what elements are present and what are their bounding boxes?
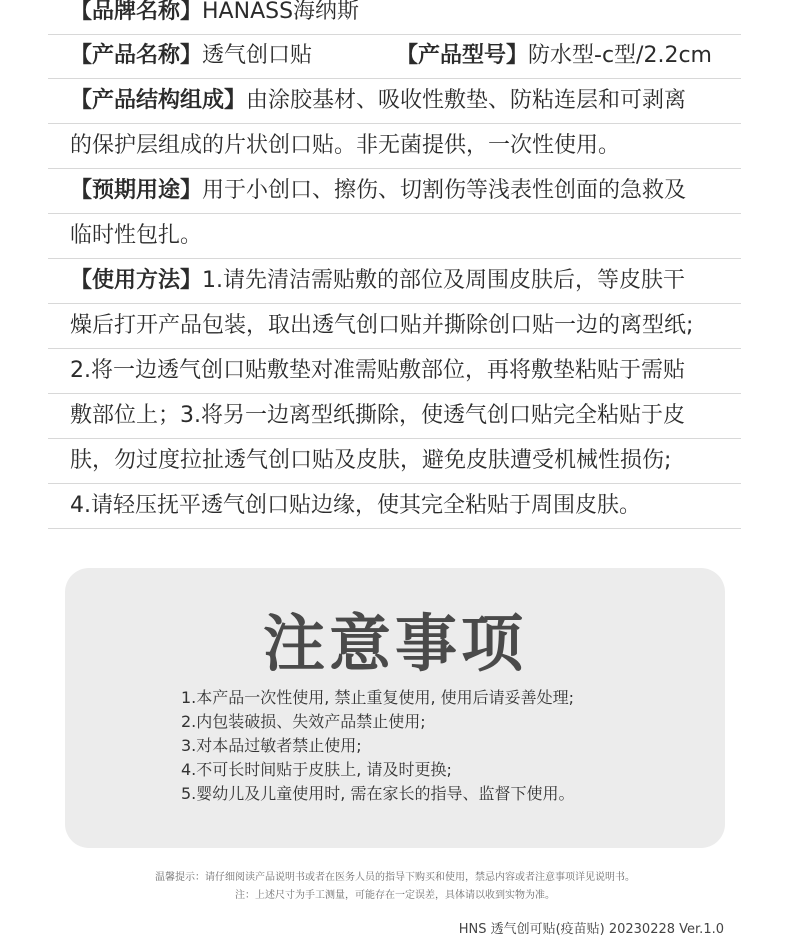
brand-value: HANASS海纳斯 xyxy=(202,0,360,24)
use-line-2: 临时性包扎。 xyxy=(70,223,203,248)
method-line-5: 肤，勿过度拉扯透气创口贴及皮肤，避免皮肤遭受机械性损伤; xyxy=(70,448,672,473)
notice-item: 2.内包装破损、失效产品禁止使用; xyxy=(181,712,426,731)
spec-row-method-5 xyxy=(48,439,741,484)
use-label: 【预期用途】 xyxy=(70,178,203,203)
method-line-6: 4.请轻压抚平透气创口贴边缘，使其完全粘贴于周围皮肤。 xyxy=(70,493,641,518)
method-line-1: 1.请先清洁需贴敷的部位及周围皮肤后，等皮肤干 xyxy=(202,268,686,293)
footer-tip: 温馨提示：请仔细阅读产品说明书或者在医务人员的指导下购买和使用，禁忌内容或者注意事项详见说明书。 xyxy=(155,872,635,883)
spec-row-use-2 xyxy=(48,214,741,259)
product-name-label: 【产品名称】 xyxy=(70,43,203,68)
product-name-value: 透气创口贴 xyxy=(202,43,313,68)
notice-panel xyxy=(65,568,725,848)
structure-line-2: 的保护层组成的片状创口贴。非无菌提供，一次性使用。 xyxy=(70,133,621,158)
model-label: 【产品型号】 xyxy=(396,43,529,68)
model-value: 防水型-c型/2.2cm xyxy=(528,43,712,68)
method-label: 【使用方法】 xyxy=(70,268,203,293)
structure-label: 【产品结构组成】 xyxy=(70,88,247,113)
notice-list xyxy=(181,686,574,806)
method-line-4: 敷部位上；3.将另一边离型纸撕除，使透气创口贴完全粘贴于皮 xyxy=(70,403,685,428)
spec-row-structure-2 xyxy=(48,124,741,169)
notice-item: 5.婴幼儿及儿童使用时, 需在家长的指导、监督下使用。 xyxy=(181,784,575,803)
spec-row-structure-1 xyxy=(48,79,741,124)
method-line-3: 2.将一边透气创口贴敷垫对准需贴敷部位，再将敷垫粘贴于需贴 xyxy=(70,358,685,383)
version-label: HNS 透气创可贴(疫苗贴) 20230228 Ver.1.0 xyxy=(458,922,724,937)
notice-item: 3.对本品过敏者禁止使用; xyxy=(181,736,362,755)
footer-note: 注：上述尺寸为手工测量，可能存在一定误差，具体请以收到实物为准。 xyxy=(235,890,555,901)
notice-item: 1.本产品一次性使用, 禁止重复使用, 使用后请妥善处理; xyxy=(181,688,575,707)
structure-line-1: 由涂胶基材、吸收性敷垫、防粘连层和可剥离 xyxy=(246,88,687,113)
method-line-2: 燥后打开产品包装，取出透气创口贴并撕除创口贴一边的离型纸; xyxy=(70,313,694,338)
spec-row-use-1 xyxy=(48,169,741,214)
spec-row-method-3 xyxy=(48,349,741,394)
use-line-1: 用于小创口、擦伤、切割伤等浅表性创面的急救及 xyxy=(202,178,687,203)
spec-row-method-1 xyxy=(48,259,741,304)
spec-row-method-2 xyxy=(48,304,741,349)
spec-row-method-6 xyxy=(48,484,741,529)
notice-item: 4.不可长时间贴于皮肤上, 请及时更换; xyxy=(181,760,452,779)
spec-row-product-name xyxy=(48,34,741,79)
brand-label: 【品牌名称】 xyxy=(70,0,203,24)
notice-title: 注意事项 xyxy=(262,607,527,680)
spec-row-brand xyxy=(48,0,741,35)
spec-row-method-4 xyxy=(48,394,741,439)
